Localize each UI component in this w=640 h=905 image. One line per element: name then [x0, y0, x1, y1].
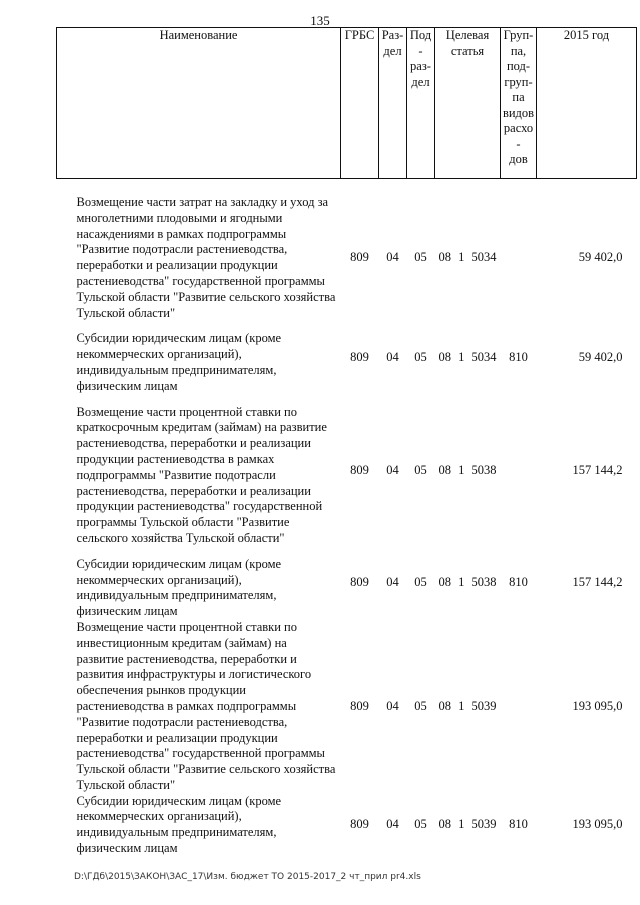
row-amount: 59 402,0 [578, 350, 623, 365]
row-name: Возмещение части процентной ставки по инвестиционным кредитам (займам) на развитие растениеводства, переработки и развития инфраструктуры и логистического обеспечения рынков продукции растениеводства в рамках подпрограммы "Развитие подотрасли растениеводства, переработки и реализации продукции растениеводства" государственной программы Тульской области "Развитие сельского хозяйства Тульской области" [76, 619, 336, 792]
header-grbs: ГРБС [341, 28, 379, 179]
row-celevaya-statya: 08 1 5039 [438, 817, 497, 832]
row-razdel: 04 [386, 698, 399, 713]
row-celevaya-statya: 08 1 5034 [438, 250, 497, 265]
row-podrazdel: 05 [414, 575, 427, 590]
row-razdel: 04 [386, 817, 399, 832]
row-razdel: 04 [386, 462, 399, 477]
table-row [57, 547, 637, 620]
row-name: Возмещение части затрат на закладку и уход за многолетними плодовыми и ягодными насаждениями в рамках подпрограммы "Развитие подотрасли растениеводства, переработки и реализации продукции растениеводства" государственной программы Тульской области "Развитие сельского хозяйства Тульской области" [76, 195, 336, 320]
page-number: 135 [310, 13, 330, 28]
table-row [57, 620, 637, 794]
row-gruppa: 810 [509, 350, 528, 365]
footer-file-path: D:\ГДб\2015\ЗАКОН\ЗАС_17\Изм. бюджет ТО 2015-2017_2 чт_прил pr4.xls [74, 872, 421, 882]
row-amount: 59 402,0 [578, 250, 623, 265]
row-podrazdel: 05 [414, 462, 427, 477]
row-razdel: 04 [386, 250, 399, 265]
row-amount: 193 095,0 [572, 817, 623, 832]
header-razdel: Раз- дел [379, 28, 407, 179]
row-amount: 157 144,2 [572, 462, 623, 477]
row-podrazdel: 05 [414, 350, 427, 365]
table-row [57, 195, 637, 321]
row-gruppa: 810 [509, 575, 528, 590]
row-gruppa [501, 395, 537, 547]
table-row [57, 395, 637, 547]
row-grbs: 809 [350, 575, 369, 590]
row-grbs: 809 [350, 250, 369, 265]
row-grbs: 809 [350, 350, 369, 365]
budget-table [56, 27, 637, 857]
row-gruppa [501, 620, 537, 794]
header-celevaya-statya: Целевая статья [435, 28, 501, 179]
row-celevaya-statya: 08 1 5034 [438, 350, 497, 365]
row-podrazdel: 05 [414, 250, 427, 265]
row-podrazdel: 05 [414, 698, 427, 713]
row-podrazdel: 05 [414, 817, 427, 832]
row-celevaya-statya: 08 1 5038 [438, 462, 497, 477]
header-gruppa: Груп- па, под- груп- па видов расхо- дов [501, 28, 537, 179]
header-spacer [57, 179, 637, 196]
row-name: Субсидии юридическим лицам (кроме некоммерческих организаций), индивидуальным предпринимателям, физическим лицам [76, 331, 282, 393]
row-name: Субсидии юридическим лицам (кроме некоммерческих организаций), индивидуальным предпринимателям, физическим лицам [76, 556, 282, 619]
table-row [57, 321, 637, 394]
header-podrazdel: Под- раз- дел [407, 28, 435, 179]
row-celevaya-statya: 08 1 5039 [438, 698, 497, 713]
row-name: Возмещение части процентной ставки по краткосрочным кредитам (займам) на развитие растениеводства, переработки и реализации продукции растениеводства в рамках подпрограммы "Развитие подотрасли растениеводства, переработки и реализации продукции растениеводства" государственной программы Тульской области "Развитие сельского хозяйства Тульской области" [76, 404, 327, 545]
table-row [57, 794, 637, 857]
row-amount: 157 144,2 [572, 575, 623, 590]
table-header [57, 28, 637, 179]
row-celevaya-statya: 08 1 5038 [438, 575, 497, 590]
header-name: Наименование [57, 28, 341, 179]
row-amount: 193 095,0 [572, 698, 623, 713]
row-razdel: 04 [386, 350, 399, 365]
row-grbs: 809 [350, 462, 369, 477]
row-name: Субсидии юридическим лицам (кроме некоммерческих организаций), индивидуальным предпринимателям, физическим лицам [76, 793, 282, 856]
row-grbs: 809 [350, 698, 369, 713]
row-grbs: 809 [350, 817, 369, 832]
row-razdel: 04 [386, 575, 399, 590]
table-body [57, 179, 637, 857]
header-year: 2015 год [537, 28, 637, 179]
row-gruppa [501, 195, 537, 321]
row-gruppa: 810 [509, 817, 528, 832]
